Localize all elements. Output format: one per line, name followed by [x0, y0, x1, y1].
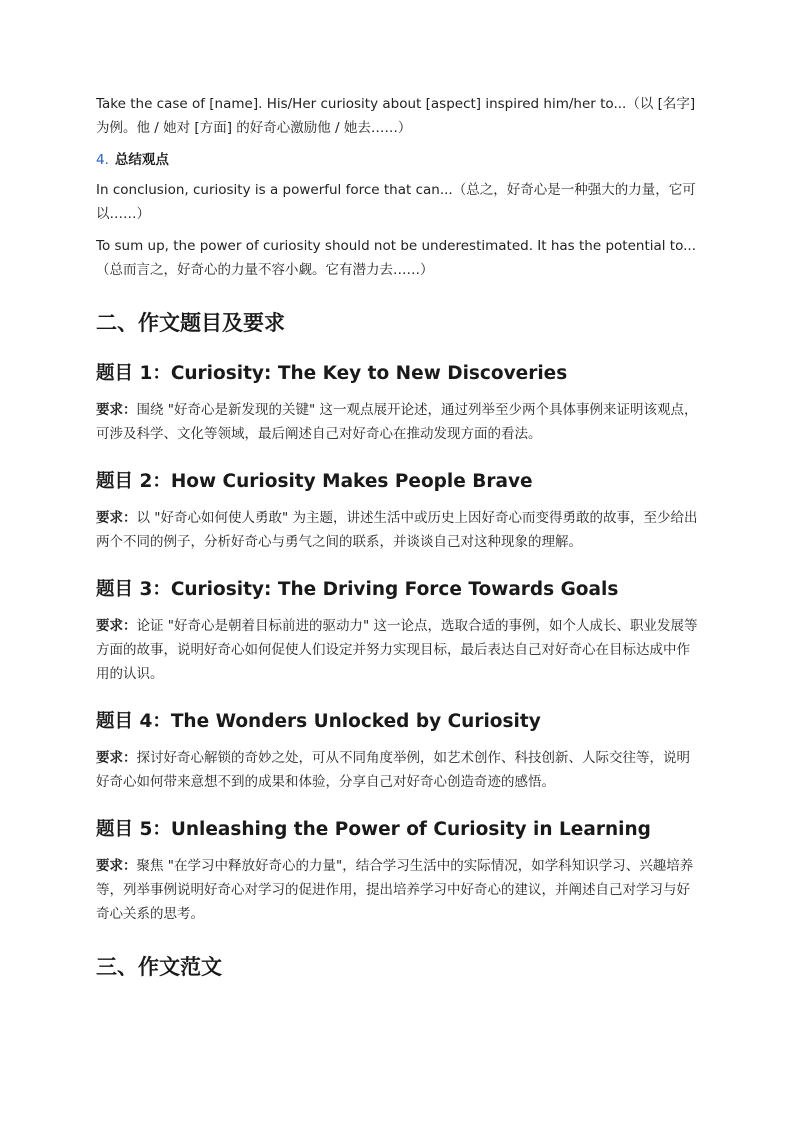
example-sentence-paragraph: Take the case of [name]. His/Her curiosity about [aspect] inspired him/her to...（以 [名字] 为例。他 / 她对 [方面] 的好奇心激励他 / 她去……）	[96, 96, 696, 136]
topic-4-requirement	[96, 746, 700, 794]
requirement-label: 要求：	[96, 618, 137, 634]
requirement-text: 探讨好奇心解锁的奇妙之处，可从不同角度举例，如艺术创作、科技创新、人际交往等，说明好奇心如何带来意想不到的成果和体验，分享自己对好奇心创造奇迹的感悟。	[96, 750, 690, 790]
point-4-number: 4.	[96, 152, 109, 168]
requirement-label: 要求：	[96, 510, 137, 526]
requirement-text: 聚焦 "在学习中释放好奇心的力量"，结合学习生活中的实际情况，如学科知识学习、兴趣培养等，列举事例说明好奇心对学习的促进作用，提出培养学习中好奇心的建议，并阐述自己对学习与好奇心关系的思考。	[96, 858, 694, 922]
topic-5-requirement	[96, 854, 700, 926]
section-3-title: 三、作文范文	[96, 955, 222, 979]
topic-4-title: 题目 4：The Wonders Unlocked by Curiosity	[96, 711, 541, 732]
document-page	[96, 92, 700, 982]
topic-1-requirement	[96, 398, 700, 446]
section-2-title: 二、作文题目及要求	[96, 311, 285, 335]
requirement-text: 围绕 "好奇心是新发现的关键" 这一观点展开论述，通过列举至少两个具体事例来证明该观点，可涉及科学、文化等领域，最后阐述自己对好奇心在推动发现方面的看法。	[96, 402, 698, 442]
conclusion-sentence-1: In conclusion, curiosity is a powerful force that can...（总之，好奇心是一种强大的力量，它可以……）	[96, 182, 696, 222]
requirement-label: 要求：	[96, 750, 137, 766]
topic-2-requirement	[96, 506, 700, 554]
topic-3-title: 题目 3：Curiosity: The Driving Force Towards Goals	[96, 579, 619, 600]
topic-3-requirement	[96, 614, 700, 686]
requirement-label: 要求：	[96, 858, 137, 874]
topic-2-title: 题目 2：How Curiosity Makes People Brave	[96, 471, 533, 492]
topic-1-title: 题目 1：Curiosity: The Key to New Discoveries	[96, 363, 568, 384]
requirement-text: 以 "好奇心如何使人勇敢" 为主题，讲述生活中或历史上因好奇心而变得勇敢的故事，至少给出两个不同的例子，分析好奇心与勇气之间的联系，并谈谈自己对这种现象的理解。	[96, 510, 698, 550]
point-4-heading	[96, 148, 700, 172]
conclusion-sentence-2: To sum up, the power of curiosity should not be underestimated. It has the potential to...（总而言之，好奇心的力量不容小觑。它有潜力去……）	[96, 238, 696, 278]
topic-5-title: 题目 5：Unleashing the Power of Curiosity in Learning	[96, 819, 651, 840]
point-4-title: 总结观点	[114, 152, 169, 168]
requirement-label: 要求：	[96, 402, 137, 418]
requirement-text: 论证 "好奇心是朝着目标前进的驱动力" 这一论点，选取合适的事例，如个人成长、职业发展等方面的故事，说明好奇心如何促使人们设定并努力实现目标，最后表达自己对好奇心在目标达成中作用的认识。	[96, 618, 698, 682]
